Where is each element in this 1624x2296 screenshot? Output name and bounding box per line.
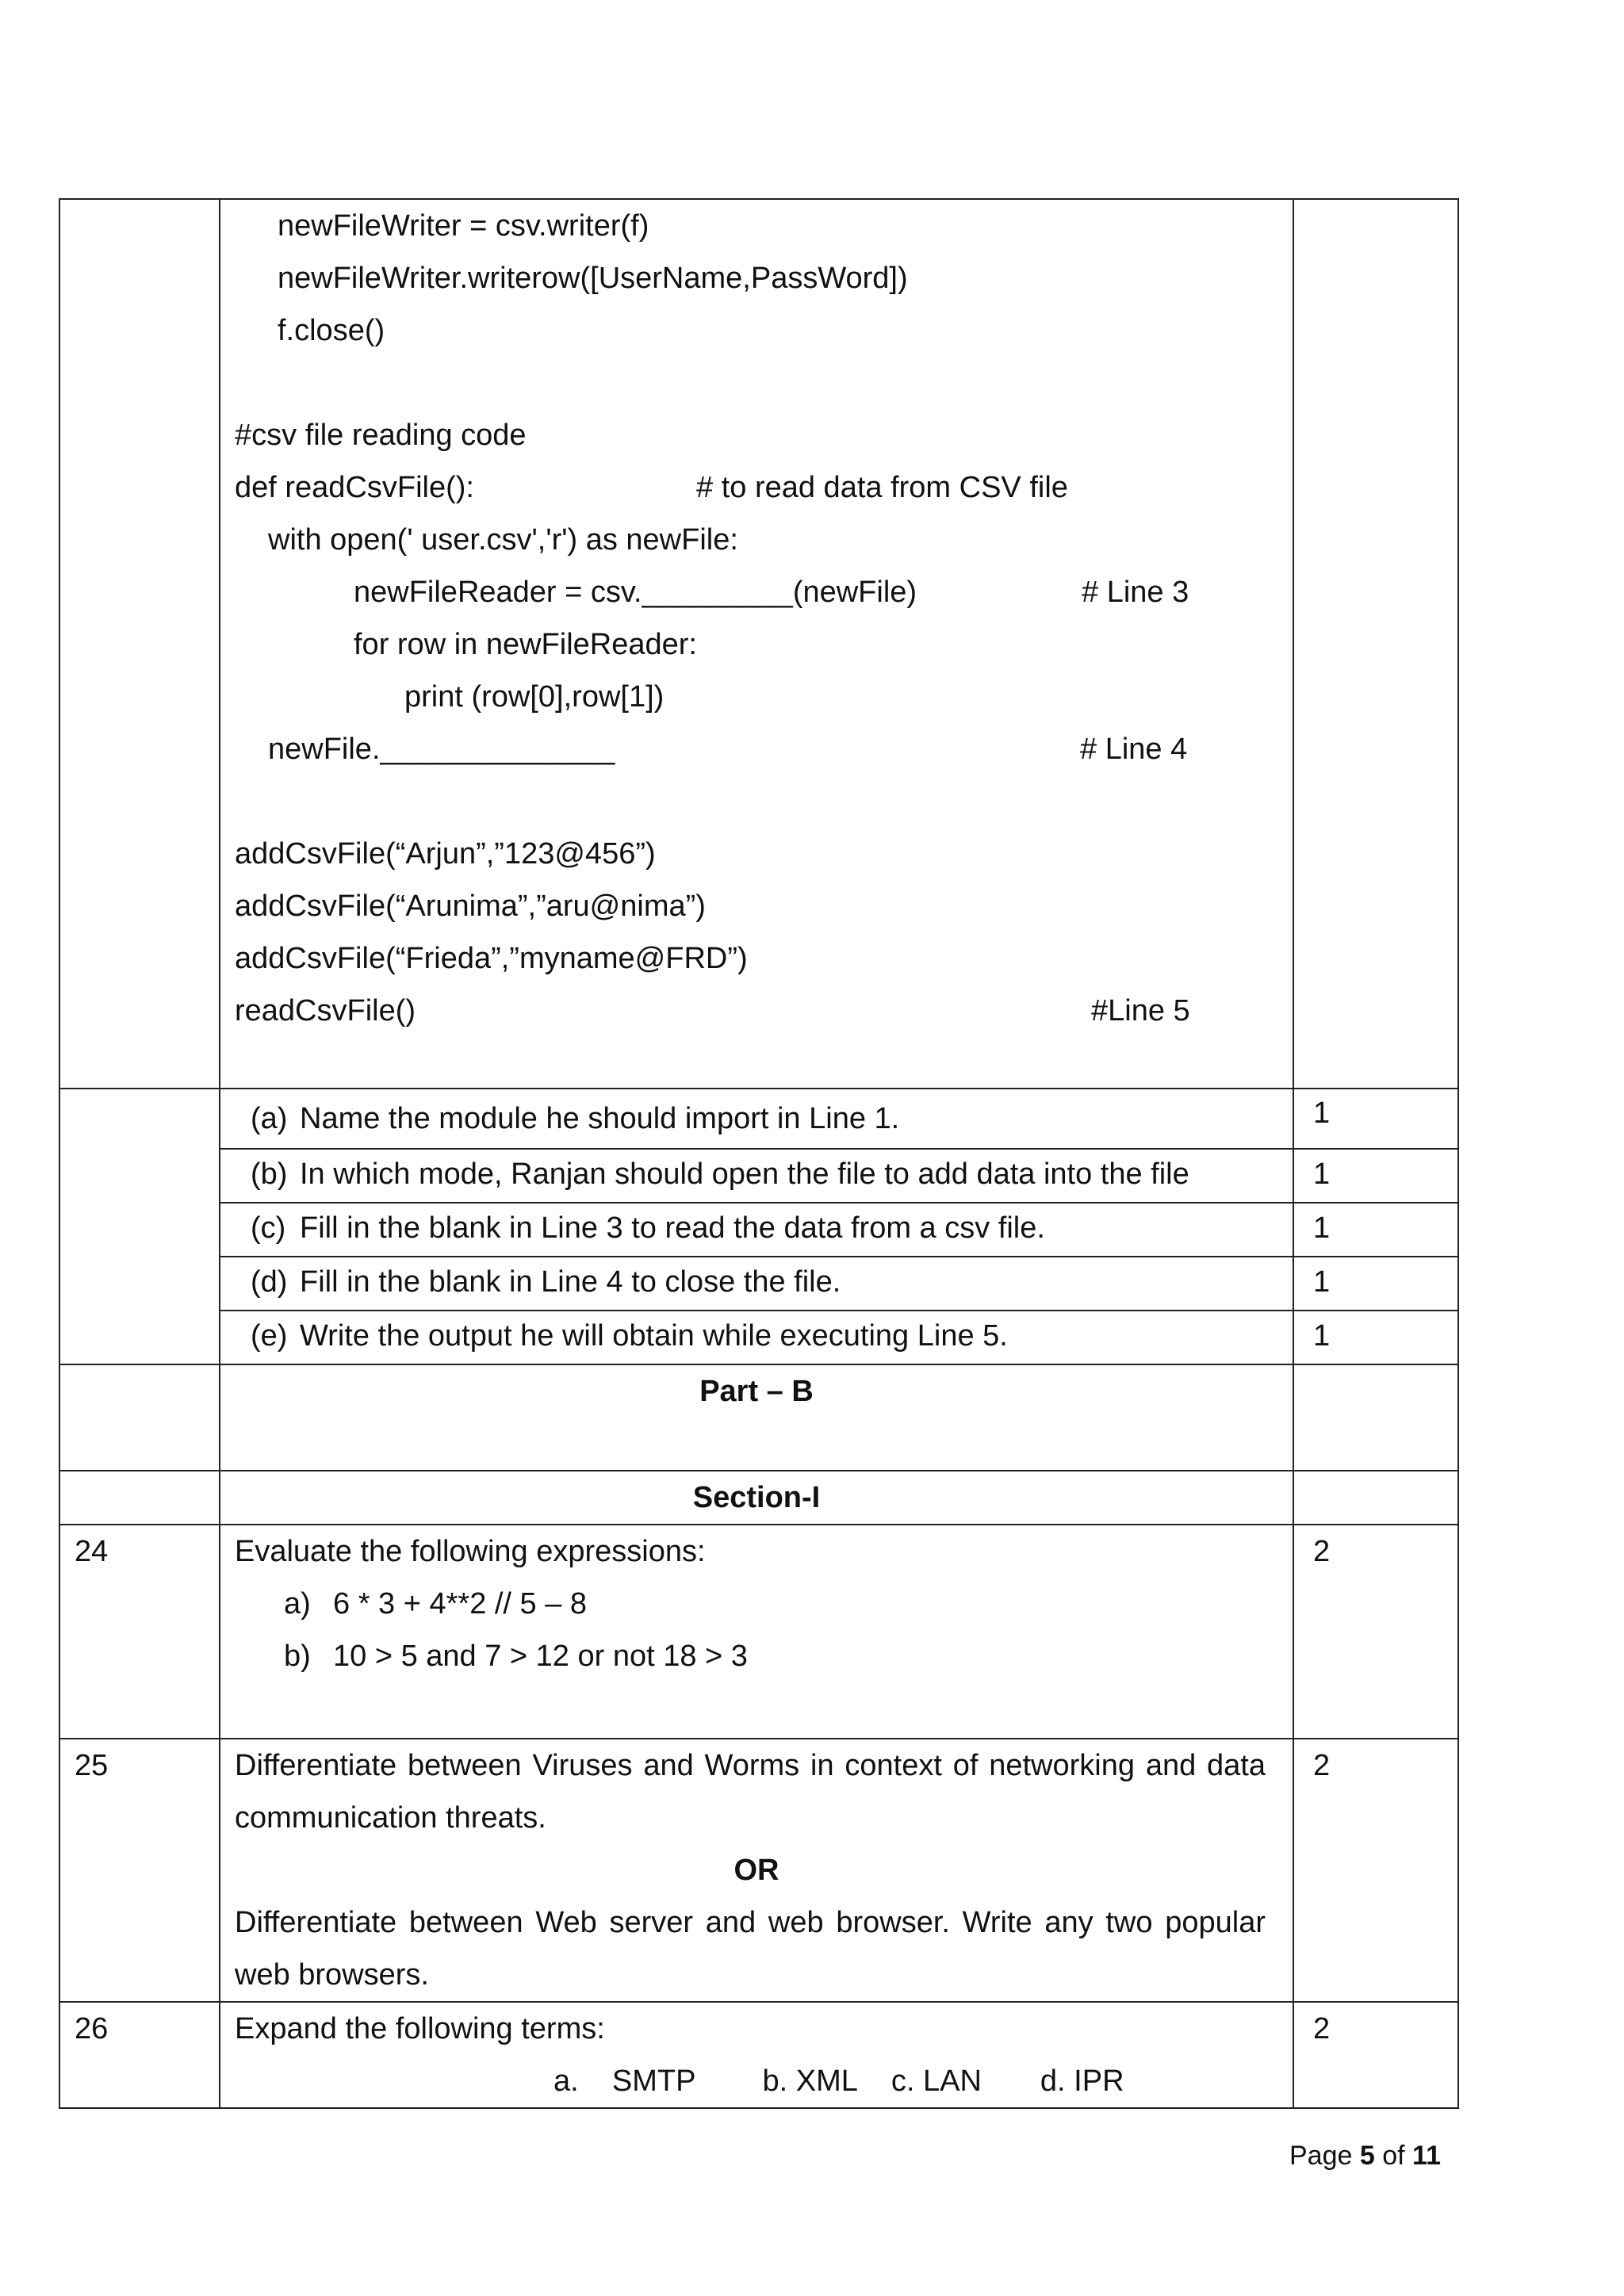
sub-question-text: In which mode, Ranjan should open the file to add data into the file	[300, 1158, 1189, 1191]
question-text: Differentiate between Viruses and Worms in context of networking and data communication threats.	[235, 1749, 1266, 1835]
marks-cell-empty	[1293, 1364, 1458, 1471]
code-line: newFileReader = csv._________(newFile)	[354, 576, 917, 609]
code-line: addCsvFile(“Frieda”,”myname@FRD”)	[235, 942, 748, 975]
code-line: readCsvFile()	[235, 994, 416, 1027]
section-heading: Section-I	[692, 1481, 821, 1514]
question-paper-table	[59, 198, 1457, 2109]
terms-list	[220, 2055, 1293, 2107]
marks-cell	[1293, 2002, 1458, 2108]
part-heading-cell	[220, 1364, 1293, 1471]
part-heading: Part – B	[699, 1375, 814, 1408]
code-line: print (row[0],row[1])	[404, 680, 665, 714]
question-row-24	[59, 1525, 1458, 1739]
marks-cell	[1293, 1311, 1458, 1364]
sub-question-row	[59, 1089, 1458, 1149]
sub-question-row	[59, 1149, 1458, 1203]
qnum-cell	[59, 1739, 220, 2002]
code-line: addCsvFile(“Arunima”,”aru@nima”)	[235, 890, 706, 923]
section-heading-cell	[220, 1471, 1293, 1525]
expression-label: b)	[284, 1640, 311, 1673]
sub-question-cell	[220, 1089, 1293, 1149]
sub-question-text: Fill in the blank in Line 3 to read the data from a csv file.	[300, 1211, 1045, 1245]
question-number: 26	[75, 2012, 109, 2045]
marks-value: 1	[1313, 1319, 1331, 1353]
marks-cell	[1293, 1149, 1458, 1203]
sub-question-text: Fill in the blank in Line 4 to close the file.	[300, 1265, 841, 1299]
sub-question-row	[59, 1257, 1458, 1311]
code-comment: # Line 3	[1082, 576, 1189, 609]
marks-cell	[1293, 1739, 1458, 2002]
question-cell	[220, 1525, 1293, 1739]
of-label: of	[1382, 2141, 1405, 2171]
code-line: with open(' user.csv','r') as newFile:	[268, 523, 738, 557]
expression-item	[220, 1578, 1293, 1630]
code-comment: #Line 5	[1091, 994, 1190, 1027]
question-text: Expand the following terms:	[235, 2012, 605, 2045]
sub-question-cell	[220, 1203, 1293, 1257]
question-row-26	[59, 2002, 1458, 2108]
expression-text: 6 * 3 + 4**2 // 5 – 8	[333, 1587, 588, 1621]
expression-text: 10 > 5 and 7 > 12 or not 18 > 3	[333, 1640, 748, 1673]
code-line: newFile.______________	[268, 733, 615, 766]
page-footer	[1289, 2141, 1441, 2172]
total-pages: 11	[1412, 2141, 1441, 2171]
marks-cell	[1293, 1525, 1458, 1739]
marks-cell-empty	[1293, 199, 1458, 1089]
code-block	[220, 200, 1293, 1088]
question-cell	[220, 2002, 1293, 2108]
code-line: def readCsvFile():	[235, 471, 474, 504]
section-heading-row	[59, 1471, 1458, 1525]
code-row	[59, 199, 1458, 1089]
code-comment: # Line 4	[1080, 733, 1188, 766]
expression-item	[220, 1630, 1293, 1682]
sub-question-label: (e)	[251, 1319, 288, 1353]
question-text: Evaluate the following expressions:	[235, 1535, 706, 1568]
marks-value: 1	[1313, 1211, 1331, 1245]
code-line: f.close()	[278, 314, 385, 347]
or-separator: OR	[733, 1854, 779, 1887]
sub-question-label: (a)	[251, 1102, 288, 1135]
marks-value: 2	[1313, 1535, 1331, 1568]
code-line: addCsvFile(“Arjun”,”123@456”)	[235, 837, 656, 871]
code-comment-line: #csv file reading code	[235, 419, 527, 452]
code-cell	[220, 199, 1293, 1089]
code-line: newFileWriter = csv.writer(f)	[278, 209, 649, 243]
term-item: c. LAN	[891, 2064, 982, 2098]
question-number: 24	[75, 1535, 109, 1568]
page-label: Page	[1289, 2141, 1353, 2171]
page-number: 5	[1359, 2141, 1375, 2171]
question-number: 25	[75, 1749, 109, 1782]
sub-question-label: (c)	[251, 1211, 286, 1245]
marks-cell	[1293, 1089, 1458, 1149]
question-text-alternative: Differentiate between Web server and web browser. Write any two popular web browsers.	[235, 1906, 1266, 1992]
qnum-cell-empty	[59, 199, 220, 1089]
marks-value: 1	[1313, 1158, 1331, 1191]
qnum-cell	[59, 1525, 220, 1739]
sub-question-text: Write the output he will obtain while executing Line 5.	[300, 1319, 1008, 1353]
qnum-cell-empty	[59, 1089, 220, 1364]
sub-question-row	[59, 1311, 1458, 1364]
term-item: a. SMTP	[553, 2064, 696, 2098]
question-row-25	[59, 1739, 1458, 2002]
sub-question-cell	[220, 1311, 1293, 1364]
sub-question-label: (d)	[251, 1265, 288, 1299]
marks-cell	[1293, 1203, 1458, 1257]
part-heading-row	[59, 1364, 1458, 1471]
expression-label: a)	[284, 1587, 311, 1621]
qnum-cell-empty	[59, 1364, 220, 1471]
qnum-cell-empty	[59, 1471, 220, 1525]
marks-value: 2	[1313, 2012, 1331, 2045]
sub-question-cell	[220, 1149, 1293, 1203]
code-line: newFileWriter.writerow([UserName,PassWord])	[278, 262, 908, 295]
code-comment: # to read data from CSV file	[696, 471, 1068, 504]
qnum-cell	[59, 2002, 220, 2108]
sub-question-row	[59, 1203, 1458, 1257]
code-line: for row in newFileReader:	[354, 628, 697, 661]
sub-question-label: (b)	[251, 1158, 288, 1191]
sub-question-cell	[220, 1257, 1293, 1311]
question-cell	[220, 1739, 1293, 2002]
marks-cell-empty	[1293, 1471, 1458, 1525]
marks-value: 2	[1313, 1749, 1331, 1782]
marks-value: 1	[1313, 1265, 1331, 1299]
term-item: b. XML	[762, 2064, 858, 2098]
sub-question-text: Name the module he should import in Line 1.	[300, 1102, 900, 1135]
marks-value: 1	[1313, 1096, 1331, 1130]
term-item: d. IPR	[1040, 2064, 1124, 2098]
marks-cell	[1293, 1257, 1458, 1311]
